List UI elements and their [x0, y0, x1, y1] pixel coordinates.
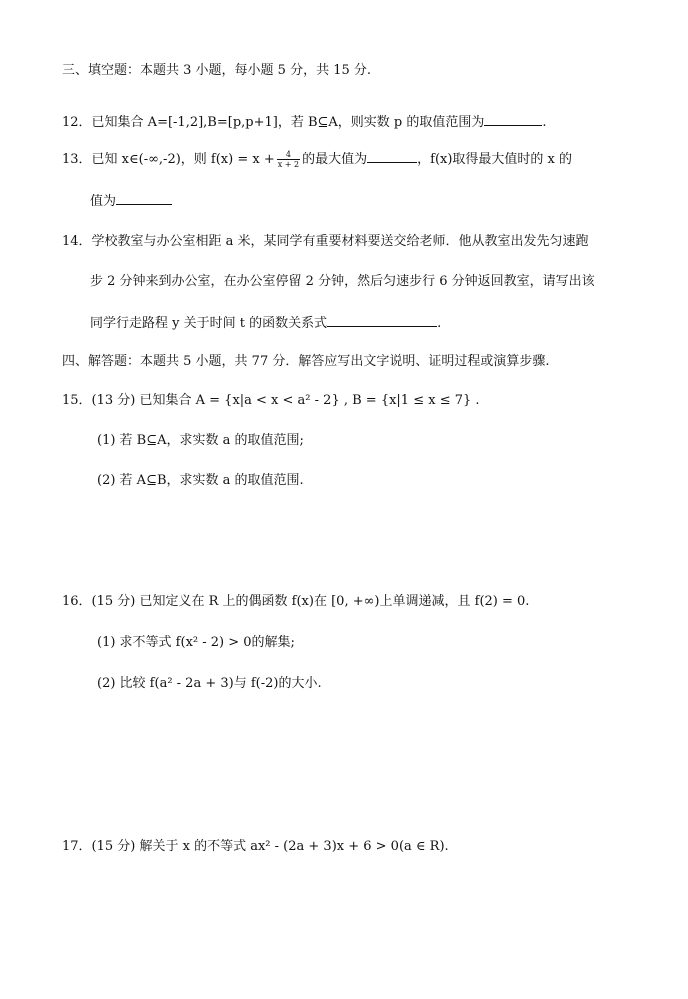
question-13-prefix: 13．已知 x∈(-∞,-2)，则 f(x) = x +: [62, 152, 275, 167]
question-15-part2: (2) 若 A⊆B，求实数 a 的取值范围.: [97, 473, 304, 488]
question-14-end: .: [437, 316, 442, 331]
question-12-text: 12．已知集合 A=[-1,2],B=[p,p+1]，若 B⊆A，则实数 p 的取值范围为: [62, 115, 485, 130]
answer-section-header: 四、解答题：本题共 5 小题，共 77 分．解答应写出文字说明、证明过程或演算步骤.: [62, 354, 550, 369]
answer-blank-12[interactable]: [484, 111, 542, 126]
question-17-stem: 17．(15 分) 解关于 x 的不等式 ax² - (2a + 3)x + 6 > 0(a ∈ R).: [62, 839, 449, 854]
answer-blank-13a[interactable]: [367, 148, 417, 163]
fraction-denominator: x + 2: [277, 160, 300, 169]
question-14-line1: 14．学校教室与办公室相距 a 米，某同学有重要材料要送交给老师．他从教室出发先匀速跑: [62, 234, 589, 249]
question-16-part1: (1) 求不等式 f(x² - 2) > 0的解集;: [97, 635, 295, 650]
question-13-mid2: ，f(x)取得最大值时的 x 的: [417, 152, 573, 167]
question-13-mid: 的最大值为: [302, 152, 368, 167]
question-13: [62, 148, 572, 170]
question-13-line2-text: 值为: [90, 194, 117, 209]
question-15-stem: 15．(13 分) 已知集合 A = {x|a < x < a² - 2} , B = {x|1 ≤ x ≤ 7} .: [62, 393, 480, 408]
question-14-line3: [90, 312, 441, 334]
question-16-part2: (2) 比较 f(a² - 2a + 3)与 f(-2)的大小.: [97, 676, 322, 691]
question-15-part1: (1) 若 B⊆A，求实数 a 的取值范围;: [97, 433, 304, 448]
question-13-line2: [90, 190, 172, 212]
question-16-stem: 16．(15 分) 已知定义在 R 上的偶函数 f(x)在 [0, +∞)上单调递减，且 f(2) = 0.: [62, 594, 530, 609]
fill-section-header: 三、填空题：本题共 3 小题，每小题 5 分，共 15 分.: [62, 63, 372, 78]
question-12: [62, 111, 547, 133]
fraction-4-over-x-plus-2: [277, 150, 300, 169]
question-14-line2: 步 2 分钟来到办公室，在办公室停留 2 分钟，然后匀速步行 6 分钟返回教室，请写出该: [90, 274, 595, 289]
answer-blank-13b[interactable]: [116, 190, 172, 205]
answer-blank-14[interactable]: [327, 312, 437, 327]
question-14-line3-text: 同学行走路程 y 关于时间 t 的函数关系式: [90, 316, 328, 331]
fraction-numerator: 4: [285, 150, 291, 159]
question-12-end: .: [542, 115, 547, 130]
